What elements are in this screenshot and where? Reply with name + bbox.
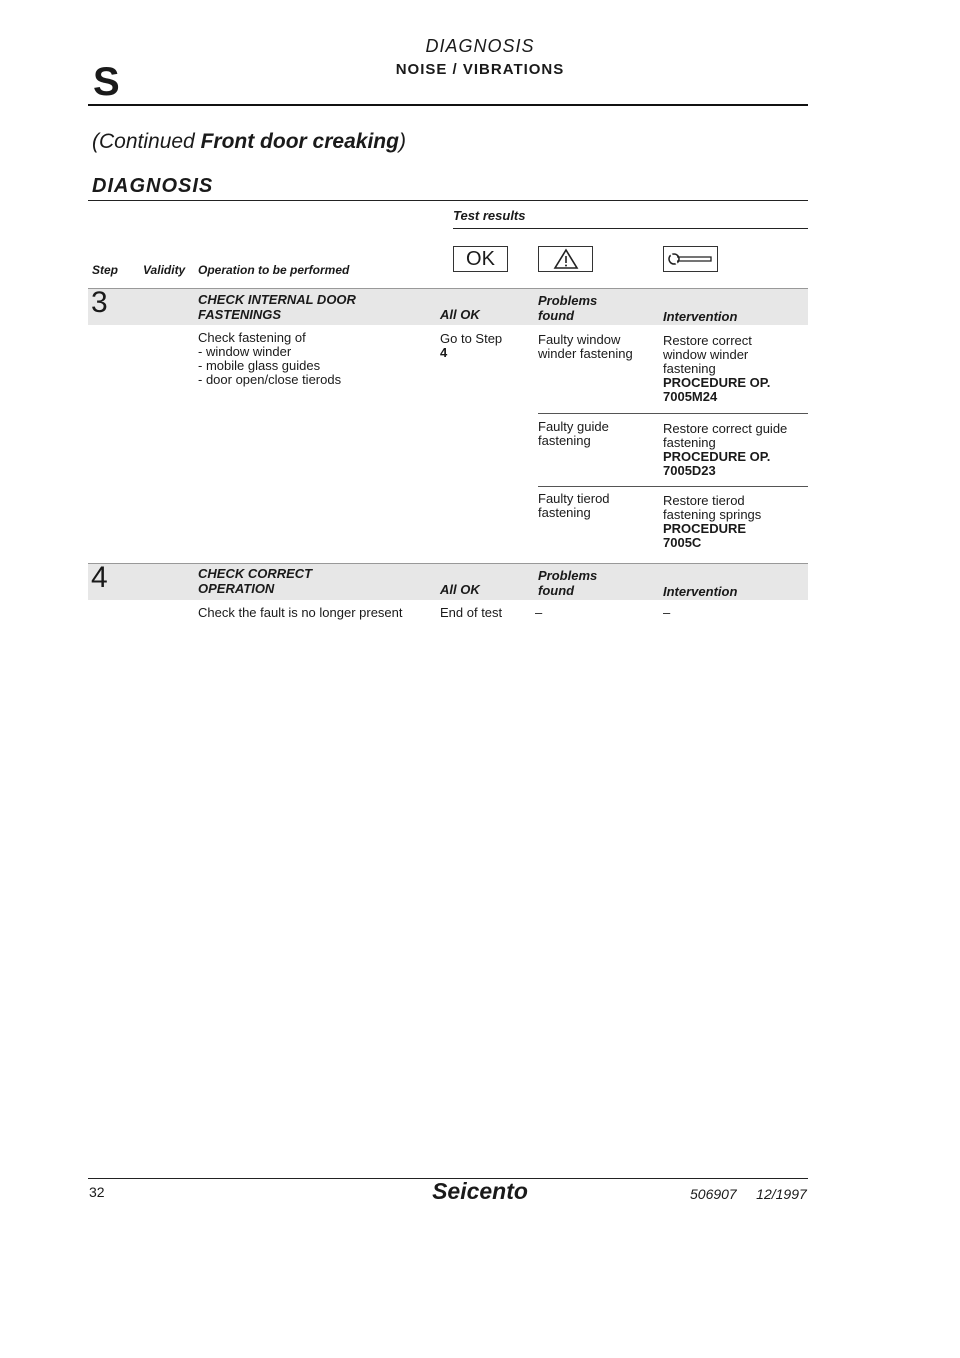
step-3-problem-3: Faulty tierod fastening — [538, 491, 610, 520]
step-3-row-divider-2 — [538, 486, 808, 487]
header-rule — [88, 104, 808, 106]
document-code: 506907 12/1997 — [690, 1186, 807, 1202]
step-3-problem-2: Faulty guide fastening — [538, 419, 609, 448]
col-step: Step — [92, 263, 119, 277]
col-validity: Validity — [143, 263, 186, 277]
brand-logo: Seicento — [432, 1178, 528, 1204]
step-3-intervention-1: Restore correct window winder fastening PROCEDURE OP. 7005M24 — [663, 333, 771, 404]
col-operation: Operation to be performed — [198, 263, 350, 277]
step-3-operation: Check fastening of - window winder - mobile glass guides - door open/close tierods — [198, 330, 342, 387]
step-3-problems-found: Problems found — [538, 293, 598, 323]
page-number: 32 — [89, 1184, 105, 1200]
step-3-problem-1: Faulty window winder fastening — [538, 332, 633, 361]
step-3-intervention-3: Restore tierod fastening springs PROCEDURE 7005C — [663, 493, 762, 550]
step-4-intervention: Intervention — [663, 584, 738, 599]
step-4-intervention-result: – — [663, 605, 671, 620]
test-results-label: Test results — [453, 208, 526, 223]
step-3-row-divider-1 — [538, 413, 808, 414]
step-3-intervention: Intervention — [663, 309, 738, 324]
step-4-problem-result: – — [535, 605, 543, 620]
step-3-all-ok: All OK — [440, 307, 480, 322]
continued-title: (Continued Front door creaking) — [92, 130, 406, 153]
step-4-title: CHECK CORRECT OPERATION — [198, 566, 313, 596]
step-3-ok-result: Go to Step 4 — [440, 331, 503, 360]
header-title: DIAGNOSIS — [425, 36, 535, 56]
step-4-all-ok: All OK — [440, 582, 480, 597]
step-3-number: 3 — [91, 286, 108, 319]
diagnosis-rule — [88, 200, 808, 201]
step-3-intervention-2: Restore correct guide fastening PROCEDURE OP. 7005D23 — [663, 421, 788, 478]
header-subtitle: NOISE / VIBRATIONS — [395, 61, 565, 78]
step-4-ok-result: End of test — [440, 605, 503, 620]
step-4-number: 4 — [91, 561, 108, 594]
test-results-rule — [453, 228, 808, 229]
section-letter: S — [93, 60, 120, 104]
diagnosis-title: DIAGNOSIS — [92, 175, 214, 197]
wrench-icon — [663, 246, 718, 272]
step-3-title: CHECK INTERNAL DOOR FASTENINGS — [198, 292, 356, 322]
warning-triangle-icon — [538, 246, 593, 272]
step-4-operation: Check the fault is no longer present — [198, 605, 403, 620]
step-4-problems-found: Problems found — [538, 568, 598, 598]
ok-icon: OK — [453, 246, 508, 272]
